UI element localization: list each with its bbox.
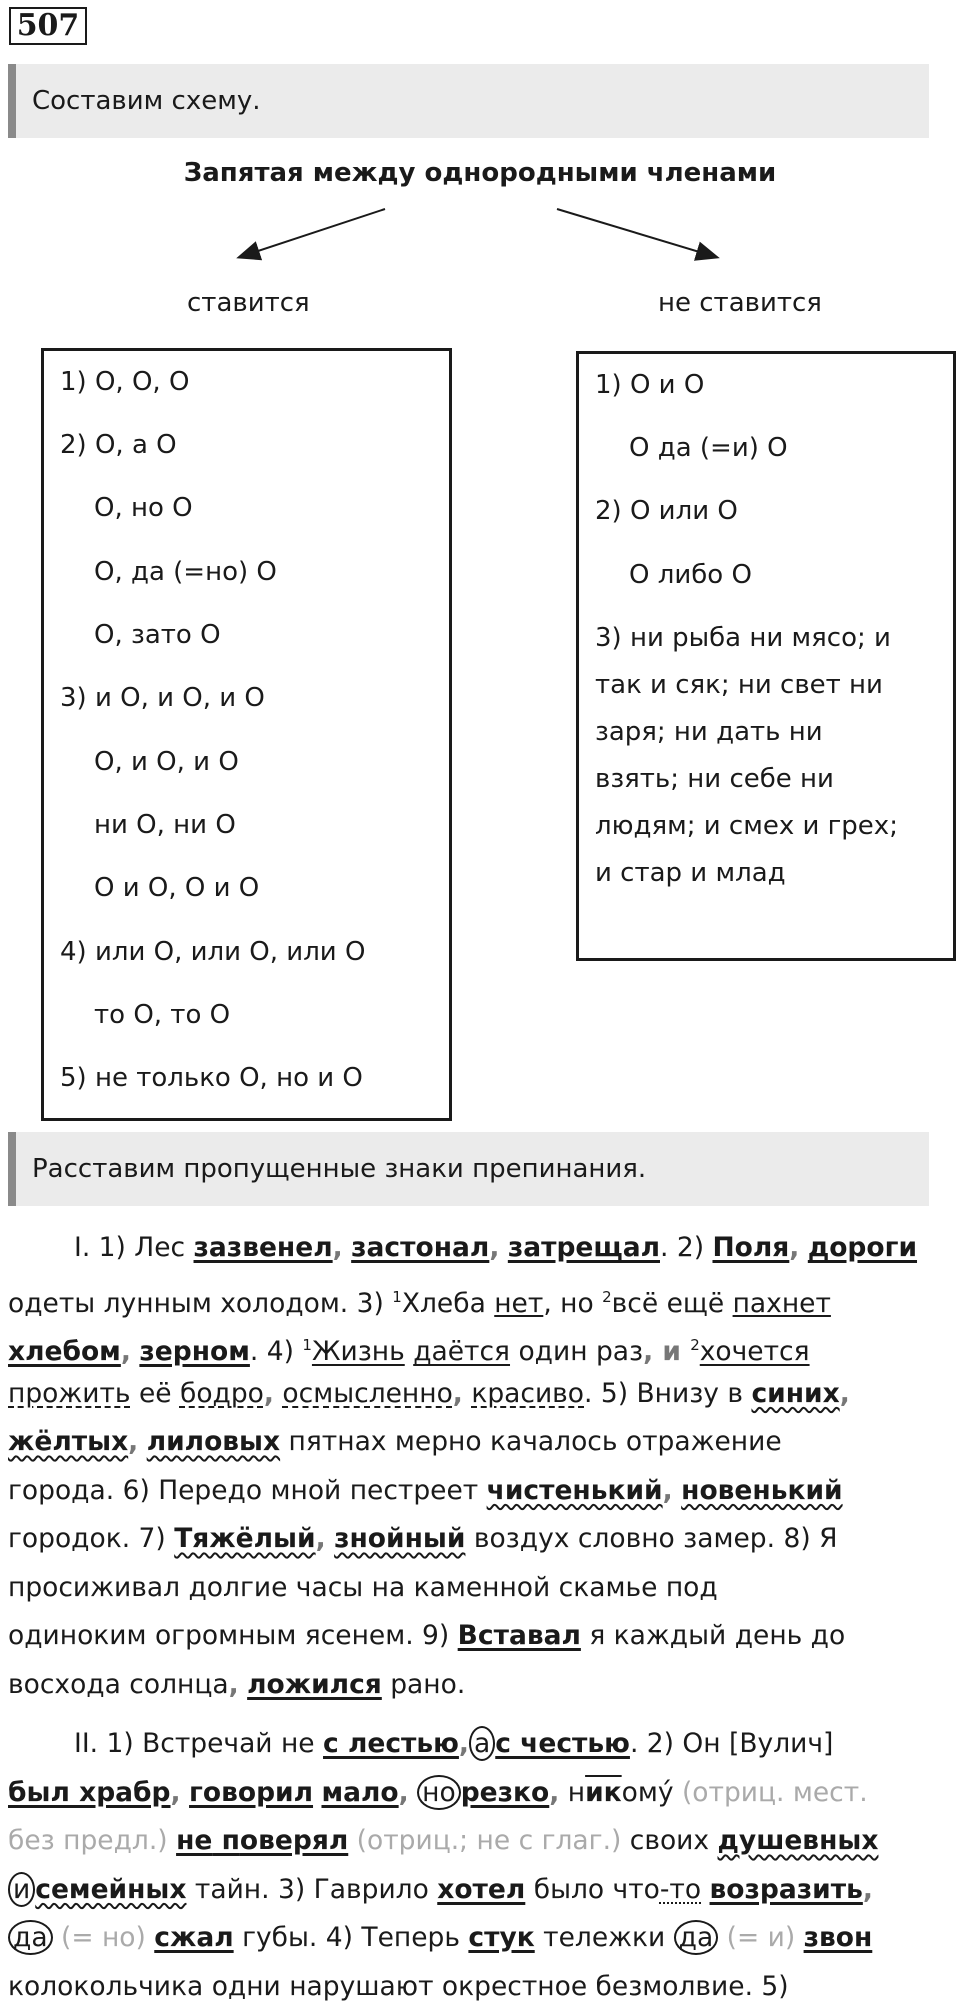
text-fragment: возразить <box>710 1874 863 1905</box>
text-fragment: воздух словно замер. 8) Я <box>465 1523 837 1554</box>
rule-item: 2) О или О <box>595 496 738 526</box>
box-comma-not-placed <box>576 351 956 961</box>
text-fragment: был храбр <box>8 1777 171 1808</box>
text-fragment: её <box>131 1378 180 1409</box>
text-fragment: жёлтых <box>8 1426 128 1457</box>
task-instruction-scheme: Составим схему. <box>8 64 929 138</box>
text-line <box>8 1661 938 1710</box>
arrow-right <box>557 209 716 257</box>
text-fragment: , <box>863 1874 873 1905</box>
text-fragment: II. 1) Встречай не <box>74 1728 323 1759</box>
text-line <box>8 1769 938 1818</box>
text-fragment <box>343 1232 351 1263</box>
text-fragment: семейных <box>35 1874 186 1905</box>
text-fragment: дороги <box>808 1232 917 1263</box>
text-fragment: Поля <box>712 1232 789 1263</box>
text-fragment <box>326 1523 334 1554</box>
rule-item: то О, то О <box>94 1000 230 1030</box>
text-line <box>8 1418 938 1467</box>
text-fragment: рано. <box>382 1669 465 1700</box>
text-fragment: городок. 7) <box>8 1523 174 1554</box>
text-fragment: мало <box>321 1777 398 1808</box>
text-fragment <box>239 1669 247 1700</box>
text-fragment: (отриц.; не с глаг.) <box>348 1825 630 1856</box>
text-fragment: звон <box>804 1922 873 1953</box>
text-fragment: душевных <box>718 1825 879 1856</box>
text-fragment: и <box>8 1872 35 1907</box>
text-fragment: без предл.) <box>8 1825 176 1856</box>
text-fragment: чистенький <box>487 1475 663 1506</box>
text-fragment: 2 <box>602 1288 612 1306</box>
text-fragment: новенький <box>681 1475 842 1506</box>
text-fragment <box>673 1475 681 1506</box>
rule-item: О да (=и) О <box>629 433 788 463</box>
text-fragment: своих <box>630 1825 718 1856</box>
text-fragment: даётся <box>413 1336 510 1367</box>
text-fragment: , <box>459 1728 469 1759</box>
rule-item: 1) О, О, О <box>60 367 189 397</box>
text-fragment: 1 <box>302 1336 312 1354</box>
text-line <box>8 1914 938 1963</box>
text-fragment: хлебом <box>8 1336 121 1367</box>
rule-item: 4) или О, или О, или О <box>60 937 365 967</box>
rule-item: О, зато О <box>94 620 221 650</box>
text-fragment: прожить <box>8 1378 131 1409</box>
text-fragment: застонал <box>351 1232 489 1263</box>
branch-label-placed: ставится <box>187 288 310 318</box>
text-fragment: , <box>453 1378 463 1409</box>
text-fragment: 2 <box>690 1336 700 1354</box>
exercise-number: 507 <box>9 7 87 45</box>
text-line <box>8 1817 938 1866</box>
text-fragment: не <box>176 1825 212 1856</box>
box-comma-placed <box>41 348 452 1121</box>
text-fragment <box>138 1426 146 1457</box>
text-fragment: , <box>128 1426 138 1457</box>
text-fragment <box>701 1874 709 1905</box>
rule-item: 1) О и О <box>595 370 704 400</box>
text-fragment: , <box>789 1232 799 1263</box>
exercise-part-2 <box>8 1720 938 2011</box>
text-fragment: бодро <box>180 1378 264 1409</box>
text-line <box>8 1612 938 1661</box>
text-fragment <box>405 1336 413 1367</box>
text-line <box>8 1720 938 1769</box>
text-fragment: , и <box>643 1336 690 1367</box>
text-fragment: Хлеба <box>402 1287 494 1318</box>
text-fragment: 1 <box>392 1288 402 1306</box>
text-fragment: п <box>212 1825 240 1856</box>
text-fragment: -то <box>660 1874 701 1905</box>
rule-item: О, да (=но) О <box>94 557 277 587</box>
text-fragment: я каждый день до <box>581 1620 845 1651</box>
text-fragment: Вставал <box>458 1620 581 1651</box>
rule-item: 5) не только О, но и О <box>60 1063 363 1093</box>
text-fragment: зазвенел <box>194 1232 333 1263</box>
text-fragment <box>799 1232 807 1263</box>
text-fragment <box>559 1777 567 1808</box>
text-fragment: города. 6) Передо мной пестреет <box>8 1475 487 1506</box>
scheme-title: Запятая между однородными членами <box>0 158 960 188</box>
exercise-part-1 <box>8 1224 938 1709</box>
text-fragment: красиво <box>471 1378 584 1409</box>
rule-item: О либо О <box>629 560 752 590</box>
text-fragment: с честью <box>495 1728 630 1759</box>
text-fragment: , <box>171 1777 181 1808</box>
rule-item: 3) ни рыба ни мясо; и <box>595 623 891 653</box>
text-fragment: , <box>399 1777 409 1808</box>
rule-item: 2) О, а О <box>60 430 177 460</box>
text-fragment: да <box>8 1920 53 1955</box>
text-fragment: , <box>229 1669 239 1700</box>
text-fragment: губы. 4) Теперь <box>234 1922 469 1953</box>
text-line <box>8 1866 938 1915</box>
text-line <box>8 1467 938 1516</box>
rule-item: так и сяк; ни свет ни <box>595 670 883 700</box>
text-line <box>8 1224 938 1273</box>
text-fragment: хочется <box>700 1336 810 1367</box>
text-fragment: ложился <box>247 1669 382 1700</box>
text-fragment: (= но) <box>53 1922 155 1953</box>
rule-item: 3) и О, и О, и О <box>60 683 265 713</box>
text-fragment: лиловых <box>147 1426 280 1457</box>
text-fragment: (отриц. мест. <box>674 1777 868 1808</box>
text-fragment: знойный <box>334 1523 465 1554</box>
text-fragment: было что <box>525 1874 660 1905</box>
text-fragment: один раз <box>510 1336 643 1367</box>
text-fragment: стук <box>468 1922 534 1953</box>
text-line: просиживал долгие часы на каменной скамье под <box>8 1564 938 1613</box>
rule-item: взять; ни себе ни <box>595 764 834 794</box>
text-fragment: , <box>663 1475 673 1506</box>
text-fragment: , <box>316 1523 326 1554</box>
text-fragment <box>409 1777 417 1808</box>
text-fragment: а <box>469 1726 495 1761</box>
text-fragment: но <box>417 1775 461 1810</box>
rule-item: и стар и млад <box>595 858 786 888</box>
text-fragment: пятнах мерно качалось отражение <box>280 1426 782 1457</box>
text-fragment: , <box>489 1232 499 1263</box>
text-fragment: , но <box>543 1287 602 1318</box>
text-fragment: (= и) <box>718 1922 803 1953</box>
text-fragment: н <box>568 1777 585 1808</box>
text-fragment: синих <box>751 1378 839 1409</box>
text-fragment: зерном <box>139 1336 250 1367</box>
text-fragment: всё ещё <box>612 1287 733 1318</box>
text-fragment: ик <box>585 1777 622 1808</box>
text-fragment: резко <box>461 1777 550 1808</box>
text-fragment: оверял <box>240 1825 348 1856</box>
text-fragment: Жизнь <box>312 1336 405 1367</box>
text-fragment <box>499 1232 507 1263</box>
text-fragment: затрещал <box>508 1232 660 1263</box>
text-fragment: хотел <box>437 1874 525 1905</box>
text-fragment: , <box>333 1232 343 1263</box>
text-fragment: тележки <box>535 1922 674 1953</box>
text-fragment: говорил <box>189 1777 313 1808</box>
text-fragment: , <box>549 1777 559 1808</box>
text-fragment <box>181 1777 189 1808</box>
rule-item: О, но О <box>94 493 193 523</box>
text-line <box>8 1370 938 1419</box>
text-fragment: сжал <box>154 1922 233 1953</box>
rule-item: людям; и смех и грех; <box>595 811 898 841</box>
text-fragment: Тяжёлый <box>174 1523 315 1554</box>
text-fragment: . 2) <box>660 1232 712 1263</box>
text-line <box>8 1321 938 1370</box>
text-fragment: восхода солнца <box>8 1669 229 1700</box>
text-line: колокольчика одни нарушают окрестное безмолвие. 5) <box>8 1963 938 2011</box>
branch-label-not-placed: не ставится <box>658 288 822 318</box>
arrow-left <box>240 209 385 257</box>
text-fragment: одиноким огромным ясенем. 9) <box>8 1620 458 1651</box>
text-fragment: , <box>121 1336 131 1367</box>
rule-item: заря; ни дать ни <box>595 717 823 747</box>
text-fragment: с лестью <box>323 1728 459 1759</box>
text-line <box>8 1515 938 1564</box>
rule-item: О, и О, и О <box>94 747 239 777</box>
text-fragment: . 4) <box>250 1336 302 1367</box>
text-fragment: да <box>674 1920 719 1955</box>
text-fragment: , <box>840 1378 850 1409</box>
text-line <box>8 1273 938 1322</box>
rule-item: О и О, О и О <box>94 873 259 903</box>
text-fragment: . 2) Он [Вулич] <box>630 1728 833 1759</box>
text-fragment: осмысленно <box>282 1378 452 1409</box>
rule-item: ни О, ни О <box>94 810 236 840</box>
text-fragment: нет <box>494 1287 543 1318</box>
text-fragment: ому́ <box>622 1777 674 1808</box>
text-fragment: одеты лунным холодом. 3) <box>8 1287 392 1318</box>
scheme-arrows <box>0 195 960 265</box>
text-fragment: пахнет <box>733 1287 831 1318</box>
text-fragment: тайн. 3) Гаврило <box>186 1874 437 1905</box>
text-fragment: . 5) Внизу в <box>584 1378 751 1409</box>
text-fragment: I. 1) Лес <box>74 1232 194 1263</box>
text-fragment: , <box>264 1378 274 1409</box>
task-instruction-punctuation: Расставим пропущенные знаки препинания. <box>8 1132 929 1206</box>
